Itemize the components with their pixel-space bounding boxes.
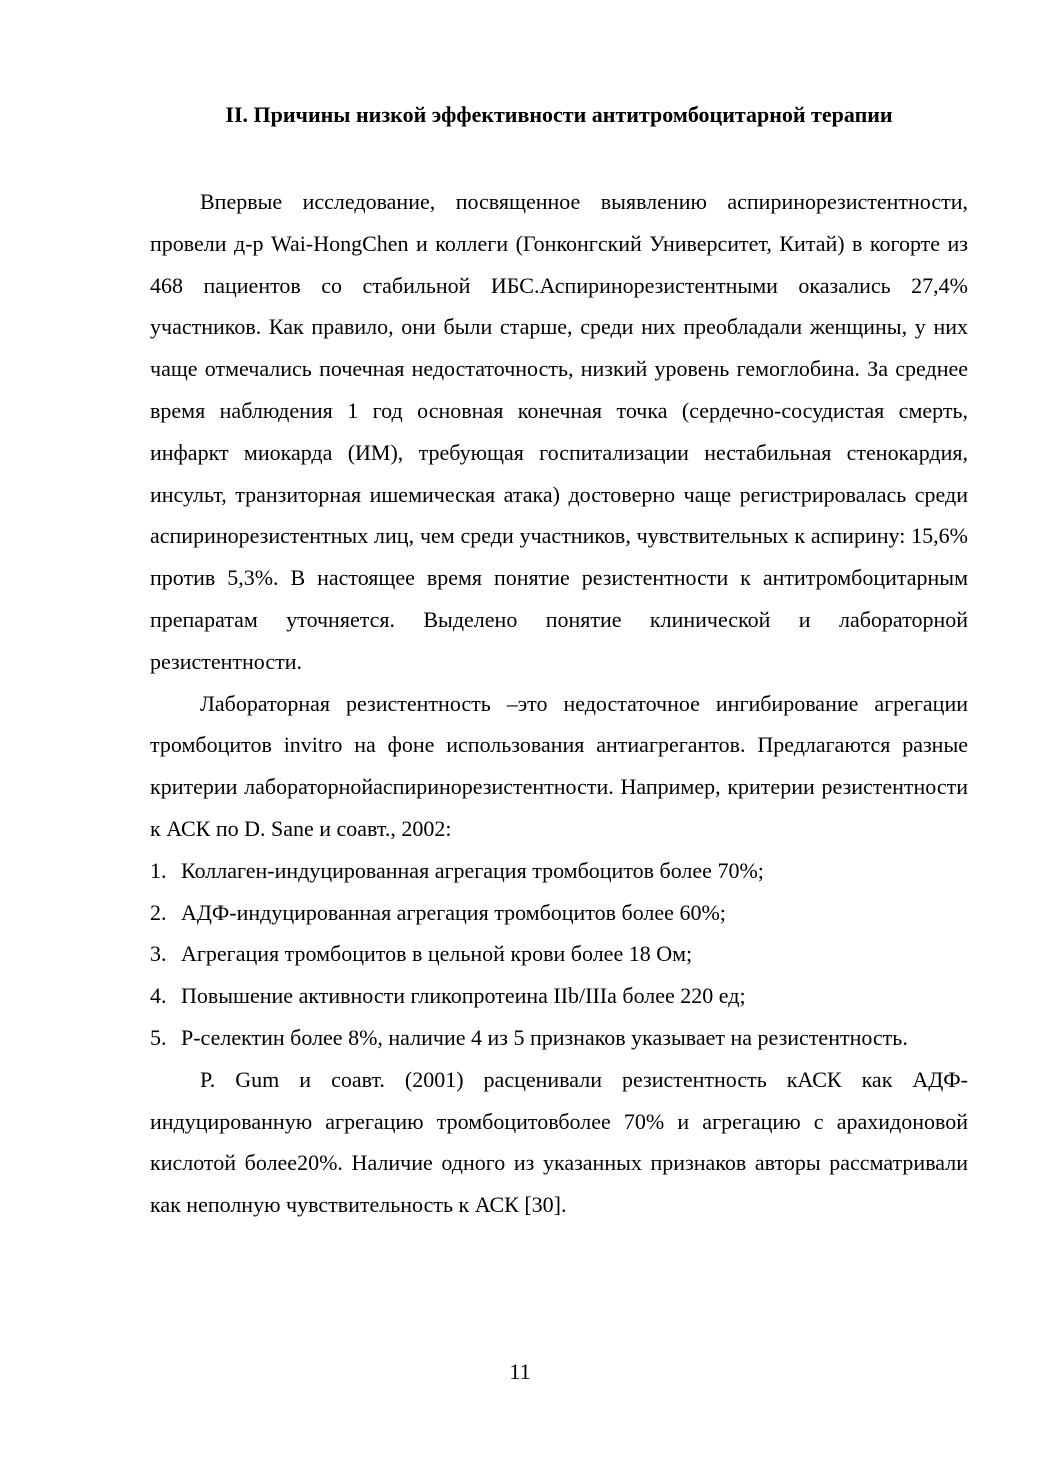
list-item	[150, 1017, 968, 1059]
list-item	[150, 892, 968, 934]
list-item	[150, 850, 968, 892]
list-item-text: Коллаген-индуцированная агрегация тромбоцитов более 70%;	[181, 857, 764, 883]
page-number: 11	[509, 1359, 531, 1384]
section-title: II. Причины низкой эффективности антитромбоцитарной терапии	[225, 102, 893, 127]
list-item-text: АДФ-индуцированная агрегация тромбоцитов более 60%;	[181, 899, 726, 925]
resistance-criteria-list	[150, 850, 968, 1059]
list-item-text: Агрегация тромбоцитов в цельной крови более 18 Ом;	[181, 941, 693, 967]
list-item	[150, 933, 968, 975]
list-item-text: Повышение активности гликопротеина IIb/IIIa более 220 ед;	[181, 983, 746, 1009]
list-item-number: 2.	[150, 899, 167, 925]
paragraph-laboratory-resistance: Лабораторная резистентность –это недостаточное ингибирование агрегации тромбоцитов invitro на фоне использования антиагрегантов. Предлагаются разные критерии лабораторнойаспиринорезистентности. Например, критерии резистентности к АСК по D. Sane и соавт., 2002:	[150, 690, 968, 841]
document-body	[150, 181, 968, 1226]
list-item-number: 5.	[150, 1024, 167, 1050]
list-item-number: 3.	[150, 941, 167, 967]
paragraph-aspirin-resistance-study: Впервые исследование, посвященное выявлению аспиринорезистентности, провели д-р Wai-HongChen и коллеги (Гонконгский Университет, Китай) в когорте из 468 пациентов со стабильной ИБС.Аспиринорезистентными оказались 27,4% участников. Как правило, они были старше, среди них преобладали женщины, у них чаще отмечались почечная недостаточность, низкий уровень гемоглобина. За среднее время наблюдения 1 год основная конечная точка (сердечно-сосудистая смерть, инфаркт миокарда (ИМ), требующая госпитализации нестабильная стенокардия, инсульт, транзиторная ишемическая атака) достоверно чаще регистрировалась среди аспиринорезистентных лиц, чем среди участников, чувствительных к аспирину: 15,6% против 5,3%. В настоящее время понятие резистентности к антитромбоцитарным препаратам уточняется. Выделено понятие клинической и лабораторной резистентности.	[150, 189, 968, 674]
list-item-number: 4.	[150, 983, 167, 1009]
list-item-number: 1.	[150, 857, 167, 883]
paragraph-gum-criteria: P. Gum и соавт. (2001) расценивали резистентность кАСК как АДФ-индуцированную агрегацию тромбоцитовболее 70% и агрегацию с арахидоновой кислотой более20%. Наличие одного из указанных признаков авторы рассматривали как неполную чувствительность к АСК [30].	[150, 1066, 968, 1218]
list-item	[150, 975, 968, 1017]
list-item-text: Р-селектин более 8%, наличие 4 из 5 признаков указывает на резистентность.	[181, 1024, 908, 1050]
